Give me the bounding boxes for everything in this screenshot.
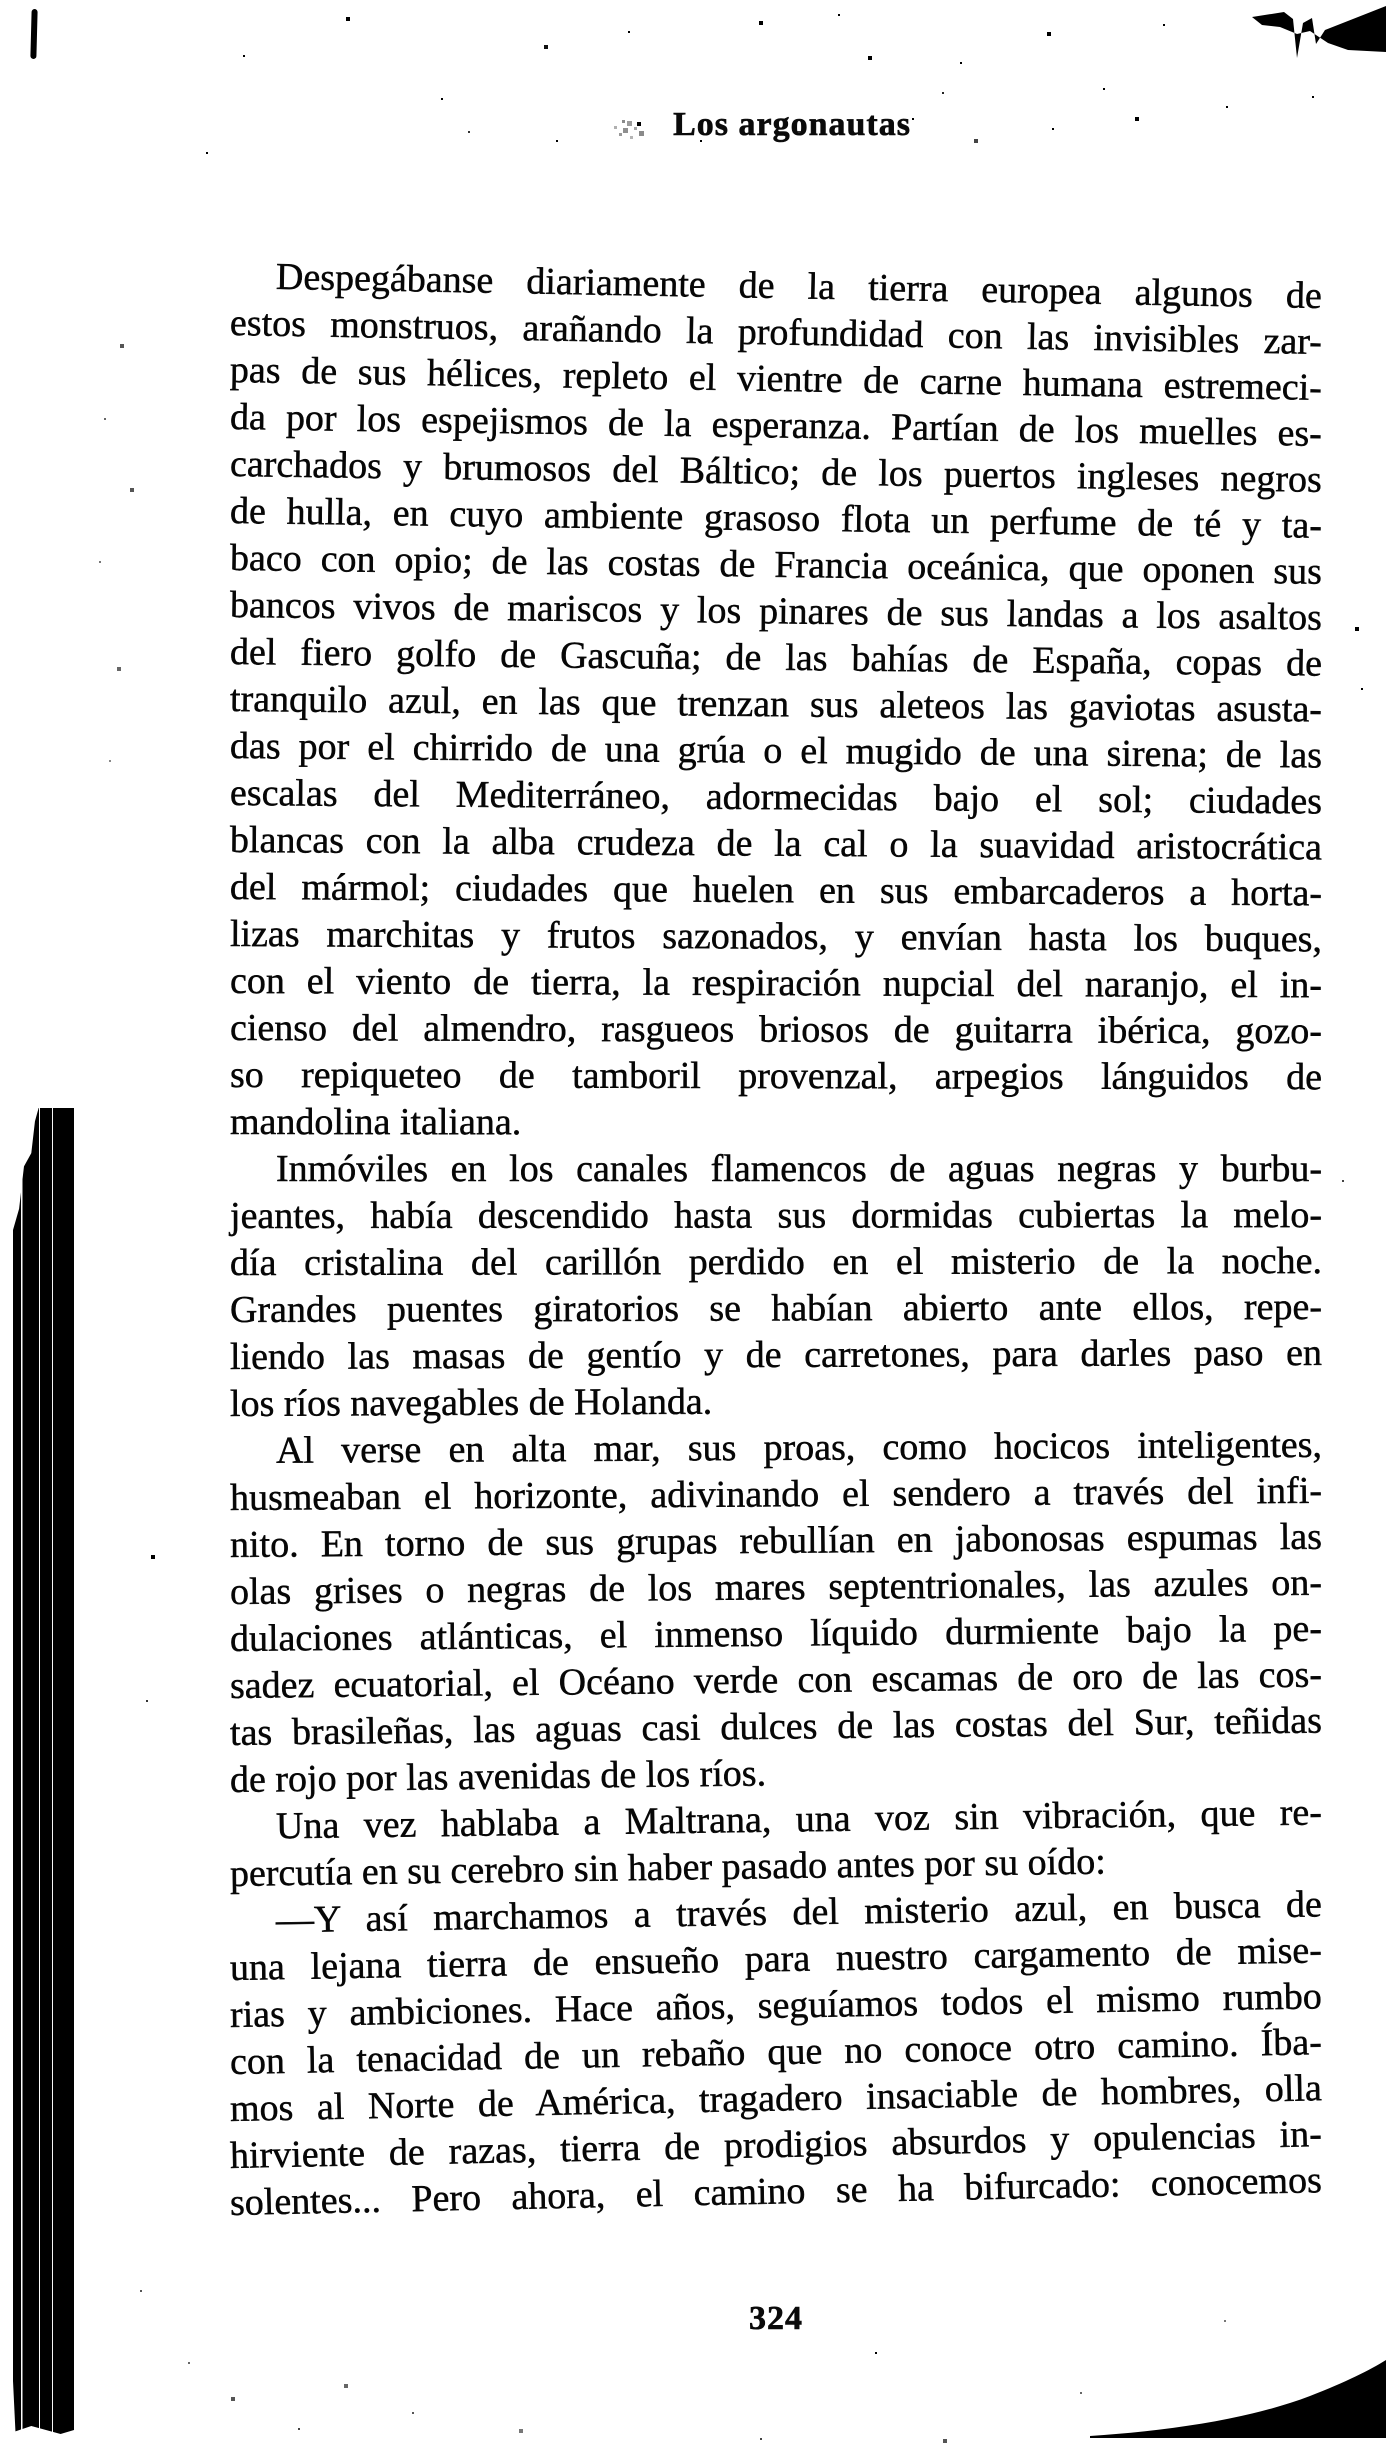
text-line: Despegábanse diariamente de la tierra europea algunos de	[275, 255, 1323, 318]
text-line: percutía en su cerebro sin haber pasado antes por su oído:	[229, 1840, 1107, 1895]
text-line: mandolina italiana.	[229, 1101, 522, 1144]
torn-corner-top-right	[1252, 6, 1386, 58]
text-line: lizas marchitas y frutos sazonados, y envían hasta los buques,	[229, 913, 1323, 961]
running-header	[230, 106, 1322, 144]
text-line: nito. En torno de sus grupas rebullían en jabonosas espumas las	[229, 1515, 1323, 1566]
text-line: tas brasileñas, las aguas casi dulces de las costas del Sur, teñidas	[229, 1699, 1323, 1754]
text-line: carchados y brumosos del Báltico; de los puertos ingleses negros	[229, 443, 1323, 501]
scan-corner-bottom-right	[1090, 2360, 1386, 2438]
text-line: so repiqueteo de tamboril provenzal, arpegios lánguidos de	[229, 1054, 1323, 1099]
text-line: escalas del Mediterráneo, adormecidas bajo el sol; ciudades	[229, 772, 1323, 823]
text-line: Grandes puentes giratorios se habían abierto ante ellos, repe-	[229, 1286, 1323, 1331]
pen-mark-top-left	[30, 9, 37, 59]
scan-streak-left-edge	[13, 1108, 74, 2434]
text-line: rias y ambiciones. Hace años, seguíamos todos el mismo rumbo	[229, 1975, 1323, 2036]
text-line: Al verse en alta mar, sus proas, como hocicos inteligentes,	[275, 1423, 1323, 1472]
text-block	[230, 253, 1322, 2227]
text-line: hirviente de razas, tierra de prodigios absurdos y opulencias in-	[229, 2113, 1323, 2177]
scan-noise-specks	[0, 0, 2, 2]
text-line: estos monstruos, arañando la profundidad con las invisibles zar-	[229, 302, 1323, 363]
text-line: sadez ecuatorial, el Océano verde con escamas de oro de las cos-	[229, 1653, 1323, 1707]
text-line: cienso del almendro, rasgueos briosos de guitarra ibérica, gozo-	[229, 1007, 1323, 1053]
text-line: los ríos navegables de Holanda.	[229, 1380, 713, 1425]
text-line: blancas con la alba crudeza de la cal o la suavidad aristocrática	[229, 819, 1323, 869]
text-line: del fiero golfo de Gascuña; de las bahías de España, copas de	[229, 631, 1323, 685]
text-line: dulaciones atlánticas, el inmenso líquido durmiente bajo la pe-	[229, 1607, 1323, 1660]
text-line: con la tenacidad de un rebaño que no conoce otro camino. Íba-	[229, 2021, 1323, 2083]
text-line: tranquilo azul, en las que trenzan sus aleteos las gaviotas asusta-	[229, 678, 1323, 731]
text-line: liendo las masas de gentío y de carretones, para darles paso en	[229, 1331, 1323, 1378]
text-line: con el viento de tierra, la respiración nupcial del naranjo, el in-	[229, 960, 1323, 1007]
text-line: baco con opio; de las costas de Francia oceánica, que oponen sus	[229, 537, 1323, 593]
text-line: solentes... Pero ahora, el camino se ha bifurcado: conocemos	[229, 2159, 1323, 2224]
text-line: husmeaban el horizonte, adivinando el sendero a través del infi-	[229, 1469, 1323, 1519]
text-line: Una vez hablaba a Maltrana, una voz sin vibración, que re-	[275, 1791, 1323, 1848]
text-line: mos al Norte de América, tragadero insaciable de hombres, olla	[229, 2067, 1323, 2130]
text-line: de rojo por las avenidas de los ríos.	[229, 1752, 767, 1801]
text-line: de hulla, en cuyo ambiente grasoso flota un perfume de té y ta-	[229, 490, 1323, 547]
text-line: das por el chirrido de una grúa o el mugido de una sirena; de las	[229, 725, 1323, 777]
text-line: pas de sus hélices, repleto el vientre de carne humana estremeci-	[229, 349, 1323, 409]
text-line: —Y así marchamos a través del misterio azul, en busca de	[275, 1883, 1323, 1942]
text-line: una lejana tierra de ensueño para nuestro cargamento de mise-	[229, 1929, 1323, 1989]
header-title: Los argonautas	[673, 106, 911, 143]
text-line: olas grises o negras de los mares septentrionales, las azules on-	[229, 1561, 1323, 1613]
ink-smudge	[622, 120, 625, 123]
text-line: Inmóviles en los canales flamencos de aguas negras y burbu-	[275, 1148, 1323, 1191]
text-line: jeantes, había descendido hasta sus dormidas cubiertas la melo-	[229, 1194, 1323, 1237]
text-line: da por los espejismos de la esperanza. Partían de los muelles es-	[229, 396, 1323, 455]
text-line: bancos vivos de mariscos y los pinares de sus landas a los asaltos	[229, 584, 1323, 639]
text-line: del mármol; ciudades que huelen en sus embarcaderos a horta-	[229, 866, 1323, 915]
page-number: 324	[749, 2300, 803, 2337]
text-line: día cristalina del carillón perdido en el misterio de la noche.	[229, 1240, 1323, 1284]
